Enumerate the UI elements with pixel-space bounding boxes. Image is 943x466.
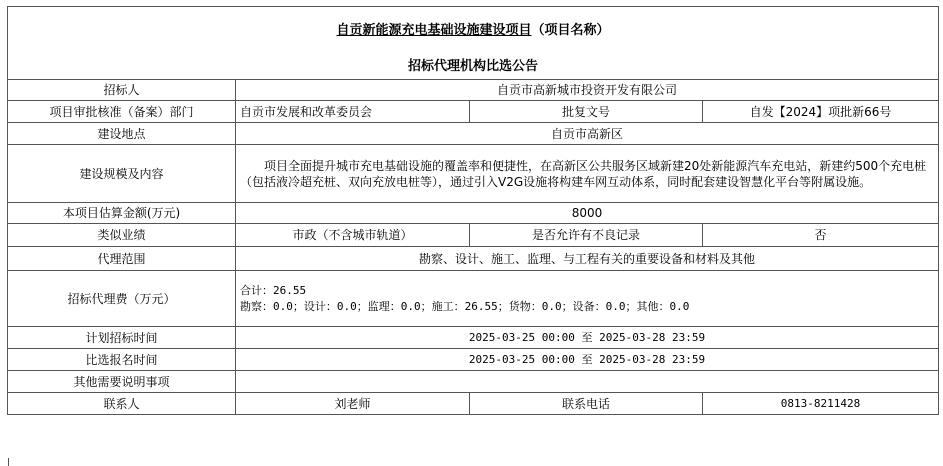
agency-scope-value: 勘察、设计、施工、监理、与工程有关的重要设备和材料及其他 — [236, 247, 939, 271]
agency-scope-label: 代理范围 — [8, 247, 236, 271]
approval-doc-value: 自发【2024】项批新66号 — [703, 101, 939, 123]
bad-record-label: 是否允许有不良记录 — [470, 224, 703, 247]
row-approval — [8, 101, 939, 123]
location-label: 建设地点 — [8, 123, 236, 145]
fee-cell — [236, 271, 939, 327]
budget-value: 8000 — [236, 203, 939, 224]
scope-value: 项目全面提升城市充电基础设施的覆盖率和便捷性，在高新区公共服务区域新建20处新能源汽车充电站，新建约500个充电桩（包括液冷超充桩、双向充放电桩等），通过引入V2G设施将构建车网互动体系，同时配套建设智慧化平台等附属设施。 — [236, 145, 939, 203]
row-contact — [8, 393, 939, 415]
approval-doc-label: 批复文号 — [470, 101, 703, 123]
row-agency-scope — [8, 247, 939, 271]
project-name-suffix: （项目名称） — [531, 23, 610, 38]
fee-detail: 勘察：0.0；设计：0.0；监理：0.0；施工：26.55；货物：0.0；设备：0.0；其他：0.0 — [240, 299, 690, 313]
other-value — [236, 371, 939, 393]
page-edge-mark — [8, 458, 9, 466]
similar-label: 类似业绩 — [8, 224, 236, 247]
signup-time-label: 比选报名时间 — [8, 349, 236, 371]
fee-label: 招标代理费（万元） — [8, 271, 236, 327]
tenderer-label: 招标人 — [8, 80, 236, 101]
row-location — [8, 123, 939, 145]
location-value: 自贡市高新区 — [236, 123, 939, 145]
scope-label: 建设规模及内容 — [8, 145, 236, 203]
tenderer-value: 自贡市高新城市投资开发有限公司 — [236, 80, 939, 101]
other-label: 其他需要说明事项 — [8, 371, 236, 393]
announcement-table — [7, 6, 939, 415]
contact-label: 联系人 — [8, 393, 236, 415]
row-scope — [8, 145, 939, 203]
fee-total: 合计：26.55 — [240, 283, 307, 297]
row-plan-time — [8, 327, 939, 349]
signup-time-value: 2025-03-25 00:00 至 2025-03-28 23:59 — [236, 349, 939, 371]
plan-time-label: 计划招标时间 — [8, 327, 236, 349]
row-signup-time — [8, 349, 939, 371]
budget-label: 本项目估算金额(万元) — [8, 203, 236, 224]
row-tenderer — [8, 80, 939, 101]
project-title — [8, 7, 939, 56]
plan-time-value: 2025-03-25 00:00 至 2025-03-28 23:59 — [236, 327, 939, 349]
contact-value: 刘老师 — [236, 393, 470, 415]
approval-dept-value: 自贡市发展和改革委员会 — [236, 101, 470, 123]
announcement-subtitle: 招标代理机构比选公告 — [8, 55, 939, 80]
bad-record-value: 否 — [703, 224, 939, 247]
similar-value: 市政（不含城市轨道） — [236, 224, 470, 247]
row-other — [8, 371, 939, 393]
row-budget — [8, 203, 939, 224]
phone-value: 0813-8211428 — [703, 393, 939, 415]
phone-label: 联系电话 — [470, 393, 703, 415]
approval-dept-label: 项目审批核准（备案）部门 — [8, 101, 236, 123]
project-name: 自贡新能源充电基础设施建设项目 — [336, 23, 532, 38]
row-similar — [8, 224, 939, 247]
row-fee — [8, 271, 939, 327]
